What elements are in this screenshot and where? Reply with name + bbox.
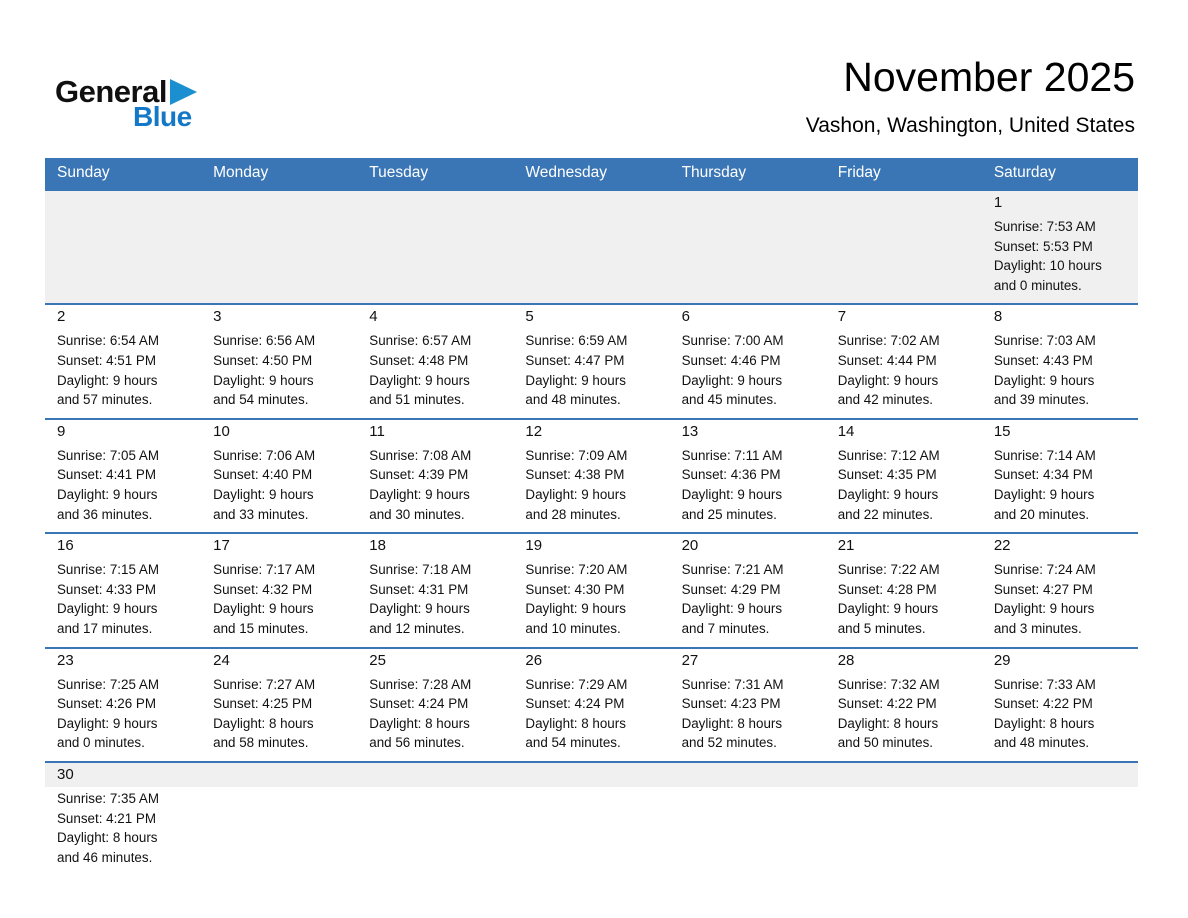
daylight-text: Daylight: 9 hours — [993, 486, 1095, 502]
daylight-text: Daylight: 8 hours — [369, 715, 470, 731]
sunrise-text: Sunrise: 7:53 AM — [993, 219, 1096, 235]
empty-day-cell — [45, 191, 201, 303]
sunset-text: Sunset: 4:51 PM — [57, 353, 156, 369]
sunrise-text: Sunrise: 7:08 AM — [369, 447, 472, 463]
daylight-text-continued: and 51 minutes. — [369, 392, 465, 408]
daylight-text-continued: and 46 minutes. — [57, 849, 153, 865]
daylight-text-continued: and 10 minutes. — [525, 620, 621, 636]
sunset-text: Sunset: 4:47 PM — [525, 353, 625, 369]
day-cell — [826, 534, 982, 646]
sunset-text: Sunset: 4:29 PM — [681, 581, 781, 597]
location-subtitle: Vashon, Washington, United States — [805, 114, 1135, 138]
day-number: 25 — [369, 651, 386, 669]
day-cell — [357, 420, 513, 532]
daylight-text-continued: and 33 minutes. — [213, 506, 309, 522]
sunrise-text: Sunrise: 7:31 AM — [681, 676, 784, 692]
day-cell — [201, 534, 357, 646]
daylight-text: Daylight: 9 hours — [57, 601, 158, 617]
day-number: 15 — [993, 422, 1011, 440]
daylight-text-continued: and 36 minutes. — [57, 506, 153, 522]
calendar — [45, 158, 1138, 885]
daylight-text: Daylight: 8 hours — [525, 715, 626, 731]
day-number: 14 — [837, 422, 855, 440]
sunset-text: Sunset: 4:33 PM — [57, 581, 156, 597]
weekday-header: Saturday — [993, 164, 1056, 182]
week-row — [45, 189, 1138, 303]
daylight-text: Daylight: 10 hours — [993, 258, 1102, 274]
daylight-text: Daylight: 9 hours — [837, 486, 939, 502]
day-number: 17 — [213, 537, 230, 555]
day-cell — [670, 305, 826, 417]
sunrise-text: Sunrise: 7:35 AM — [57, 790, 159, 806]
sunset-text: Sunset: 4:28 PM — [837, 581, 937, 597]
daylight-text-continued: and 15 minutes. — [213, 620, 309, 636]
empty-day-cell — [513, 191, 669, 303]
empty-day-cell — [201, 191, 357, 303]
calendar-weeks — [45, 189, 1138, 885]
day-number: 10 — [213, 422, 230, 440]
week-row — [45, 532, 1138, 646]
daylight-text: Daylight: 9 hours — [57, 715, 158, 731]
daylight-text-continued: and 3 minutes. — [993, 620, 1082, 636]
daylight-text-continued: and 45 minutes. — [681, 392, 777, 408]
daylight-text-continued: and 56 minutes. — [369, 735, 465, 751]
day-cell — [513, 649, 669, 761]
sunrise-text: Sunrise: 6:56 AM — [213, 333, 316, 349]
day-cell — [670, 534, 826, 646]
day-number: 9 — [57, 422, 66, 440]
sunrise-text: Sunrise: 7:02 AM — [837, 333, 940, 349]
empty-day-cell — [357, 191, 513, 303]
sunrise-text: Sunrise: 7:00 AM — [681, 333, 784, 349]
empty-day-cell — [670, 763, 826, 885]
daylight-text-continued: and 42 minutes. — [837, 392, 933, 408]
sunset-text: Sunset: 4:43 PM — [993, 353, 1093, 369]
daylight-text: Daylight: 9 hours — [525, 601, 626, 617]
day-cell — [826, 305, 982, 417]
day-number: 6 — [681, 308, 690, 326]
sunrise-text: Sunrise: 7:20 AM — [525, 562, 628, 578]
sunrise-text: Sunrise: 7:03 AM — [993, 333, 1096, 349]
day-number: 19 — [525, 537, 543, 555]
sunset-text: Sunset: 4:40 PM — [213, 467, 313, 483]
daylight-text: Daylight: 9 hours — [213, 601, 314, 617]
day-cell — [45, 763, 201, 885]
day-cell — [982, 305, 1138, 417]
weekday-header: Tuesday — [369, 164, 429, 182]
daylight-text-continued: and 54 minutes. — [525, 735, 621, 751]
sunrise-text: Sunrise: 7:28 AM — [369, 676, 472, 692]
empty-day-cell — [826, 191, 982, 303]
empty-day-cell — [513, 763, 669, 885]
weekday-header: Sunday — [57, 164, 110, 182]
day-cell — [357, 305, 513, 417]
day-number: 8 — [993, 308, 1003, 326]
day-number: 7 — [837, 308, 847, 326]
daylight-text: Daylight: 8 hours — [213, 715, 314, 731]
sunset-text: Sunset: 4:25 PM — [213, 696, 313, 712]
day-cell — [357, 649, 513, 761]
logo-text-blue: Blue — [133, 101, 192, 132]
daylight-text-continued: and 48 minutes. — [525, 392, 621, 408]
daylight-text: Daylight: 9 hours — [57, 372, 158, 388]
daylight-text-continued: and 54 minutes. — [213, 392, 309, 408]
sunset-text: Sunset: 4:39 PM — [369, 467, 469, 483]
daylight-text: Daylight: 9 hours — [213, 372, 314, 388]
empty-day-cell — [670, 191, 826, 303]
week-row — [45, 761, 1138, 885]
sunrise-text: Sunrise: 7:12 AM — [837, 447, 940, 463]
day-number: 27 — [681, 651, 699, 669]
day-number: 30 — [57, 765, 74, 783]
weekday-header: Thursday — [681, 164, 747, 182]
day-cell — [201, 649, 357, 761]
sunset-text: Sunset: 4:32 PM — [213, 581, 313, 597]
sunrise-text: Sunrise: 7:14 AM — [993, 447, 1096, 463]
daylight-text-continued: and 5 minutes. — [837, 620, 926, 636]
day-cell — [45, 420, 201, 532]
sunrise-text: Sunrise: 7:05 AM — [57, 447, 159, 463]
daylight-text: Daylight: 9 hours — [525, 372, 626, 388]
day-number: 20 — [681, 537, 699, 555]
day-number: 4 — [369, 308, 378, 326]
empty-day-cell — [201, 763, 357, 885]
day-number: 18 — [369, 537, 386, 555]
daylight-text-continued: and 52 minutes. — [681, 735, 777, 751]
sunset-text: Sunset: 4:27 PM — [993, 581, 1093, 597]
daylight-text: Daylight: 9 hours — [57, 486, 158, 502]
sunrise-text: Sunrise: 7:33 AM — [993, 676, 1096, 692]
sunrise-text: Sunrise: 7:11 AM — [681, 447, 783, 463]
day-cell — [513, 420, 669, 532]
sunrise-text: Sunrise: 7:21 AM — [681, 562, 784, 578]
day-cell — [982, 649, 1138, 761]
daylight-text-continued: and 0 minutes. — [993, 277, 1082, 293]
daylight-text-continued: and 7 minutes. — [681, 620, 770, 636]
sunset-text: Sunset: 4:35 PM — [837, 467, 937, 483]
week-row — [45, 418, 1138, 532]
sunrise-text: Sunrise: 7:32 AM — [837, 676, 940, 692]
week-row — [45, 647, 1138, 761]
daylight-text: Daylight: 9 hours — [681, 372, 783, 388]
day-cell — [45, 649, 201, 761]
daylight-text: Daylight: 9 hours — [681, 601, 783, 617]
daylight-text: Daylight: 8 hours — [57, 830, 158, 846]
daylight-text-continued: and 58 minutes. — [213, 735, 309, 751]
day-cell — [357, 534, 513, 646]
daylight-text-continued: and 22 minutes. — [837, 506, 933, 522]
sunrise-text: Sunrise: 6:59 AM — [525, 333, 628, 349]
day-number: 22 — [993, 537, 1011, 555]
daylight-text-continued: and 30 minutes. — [369, 506, 465, 522]
day-cell — [982, 191, 1138, 303]
sunset-text: Sunset: 5:53 PM — [993, 238, 1093, 254]
sunrise-text: Sunrise: 6:57 AM — [369, 333, 472, 349]
daylight-text: Daylight: 9 hours — [681, 486, 783, 502]
sunset-text: Sunset: 4:24 PM — [525, 696, 625, 712]
sunset-text: Sunset: 4:34 PM — [993, 467, 1093, 483]
sunset-text: Sunset: 4:24 PM — [369, 696, 469, 712]
day-number: 16 — [57, 537, 74, 555]
daylight-text-continued: and 25 minutes. — [681, 506, 777, 522]
sunset-text: Sunset: 4:23 PM — [681, 696, 781, 712]
day-cell — [201, 420, 357, 532]
general-blue-logo — [55, 76, 197, 131]
sunrise-text: Sunrise: 7:18 AM — [369, 562, 472, 578]
day-cell — [826, 649, 982, 761]
sunset-text: Sunset: 4:30 PM — [525, 581, 625, 597]
weekday-header-row — [45, 158, 1138, 189]
daylight-text: Daylight: 9 hours — [213, 486, 314, 502]
day-cell — [826, 420, 982, 532]
sunrise-text: Sunrise: 7:27 AM — [213, 676, 316, 692]
day-number: 24 — [213, 651, 230, 669]
weekday-header: Friday — [837, 164, 881, 182]
sunrise-text: Sunrise: 7:09 AM — [525, 447, 628, 463]
day-number: 26 — [525, 651, 543, 669]
weekday-header: Monday — [213, 164, 269, 182]
daylight-text-continued: and 0 minutes. — [57, 735, 145, 751]
sunset-text: Sunset: 4:50 PM — [213, 353, 313, 369]
day-number: 5 — [525, 308, 534, 326]
daylight-text: Daylight: 8 hours — [993, 715, 1095, 731]
month-title: November 2025 — [843, 54, 1135, 100]
day-cell — [45, 534, 201, 646]
daylight-text: Daylight: 9 hours — [837, 372, 939, 388]
sunrise-text: Sunrise: 7:29 AM — [525, 676, 628, 692]
sunset-text: Sunset: 4:21 PM — [57, 810, 156, 826]
sunrise-text: Sunrise: 7:25 AM — [57, 676, 159, 692]
day-number: 28 — [837, 651, 855, 669]
sunset-text: Sunset: 4:22 PM — [837, 696, 937, 712]
sunset-text: Sunset: 4:31 PM — [369, 581, 469, 597]
day-cell — [982, 534, 1138, 646]
daylight-text: Daylight: 9 hours — [369, 601, 470, 617]
sunset-text: Sunset: 4:44 PM — [837, 353, 937, 369]
sunset-text: Sunset: 4:41 PM — [57, 467, 156, 483]
sunrise-text: Sunrise: 7:24 AM — [993, 562, 1096, 578]
empty-day-cell — [982, 763, 1138, 885]
day-cell — [45, 305, 201, 417]
sunrise-text: Sunrise: 7:22 AM — [837, 562, 940, 578]
sunrise-text: Sunrise: 6:54 AM — [57, 333, 159, 349]
day-cell — [513, 534, 669, 646]
day-cell — [201, 305, 357, 417]
page-header — [0, 0, 1188, 138]
day-number: 12 — [525, 422, 543, 440]
sunset-text: Sunset: 4:46 PM — [681, 353, 781, 369]
title-block — [806, 56, 1135, 138]
sunset-text: Sunset: 4:22 PM — [993, 696, 1093, 712]
sunset-text: Sunset: 4:48 PM — [369, 353, 469, 369]
daylight-text: Daylight: 9 hours — [837, 601, 939, 617]
daylight-text-continued: and 50 minutes. — [837, 735, 933, 751]
sunset-text: Sunset: 4:26 PM — [57, 696, 156, 712]
day-number: 3 — [213, 308, 222, 326]
daylight-text-continued: and 12 minutes. — [369, 620, 465, 636]
empty-day-cell — [826, 763, 982, 885]
sunrise-text: Sunrise: 7:06 AM — [213, 447, 316, 463]
daylight-text: Daylight: 9 hours — [369, 372, 470, 388]
daylight-text: Daylight: 9 hours — [369, 486, 470, 502]
daylight-text-continued: and 20 minutes. — [993, 506, 1090, 522]
daylight-text: Daylight: 9 hours — [525, 486, 626, 502]
daylight-text-continued: and 28 minutes. — [525, 506, 621, 522]
daylight-text-continued: and 17 minutes. — [57, 620, 153, 636]
sunset-text: Sunset: 4:38 PM — [525, 467, 625, 483]
day-number: 21 — [837, 537, 855, 555]
week-row — [45, 303, 1138, 417]
daylight-text: Daylight: 9 hours — [993, 601, 1095, 617]
day-number: 13 — [681, 422, 699, 440]
daylight-text: Daylight: 9 hours — [993, 372, 1095, 388]
day-number: 11 — [369, 422, 385, 440]
empty-day-cell — [357, 763, 513, 885]
day-cell — [670, 420, 826, 532]
sunset-text: Sunset: 4:36 PM — [681, 467, 781, 483]
daylight-text: Daylight: 8 hours — [837, 715, 939, 731]
weekday-header: Wednesday — [525, 164, 607, 182]
day-number: 23 — [57, 651, 74, 669]
day-number: 29 — [993, 651, 1011, 669]
daylight-text-continued: and 48 minutes. — [993, 735, 1090, 751]
sunrise-text: Sunrise: 7:17 AM — [213, 562, 316, 578]
daylight-text: Daylight: 8 hours — [681, 715, 783, 731]
day-number: 1 — [993, 194, 1003, 212]
daylight-text-continued: and 57 minutes. — [57, 392, 153, 408]
day-number: 2 — [57, 308, 66, 326]
daylight-text-continued: and 39 minutes. — [993, 392, 1090, 408]
day-cell — [670, 649, 826, 761]
day-cell — [513, 305, 669, 417]
day-cell — [982, 420, 1138, 532]
logo-text-general: General — [55, 74, 167, 109]
sunrise-text: Sunrise: 7:15 AM — [57, 562, 159, 578]
